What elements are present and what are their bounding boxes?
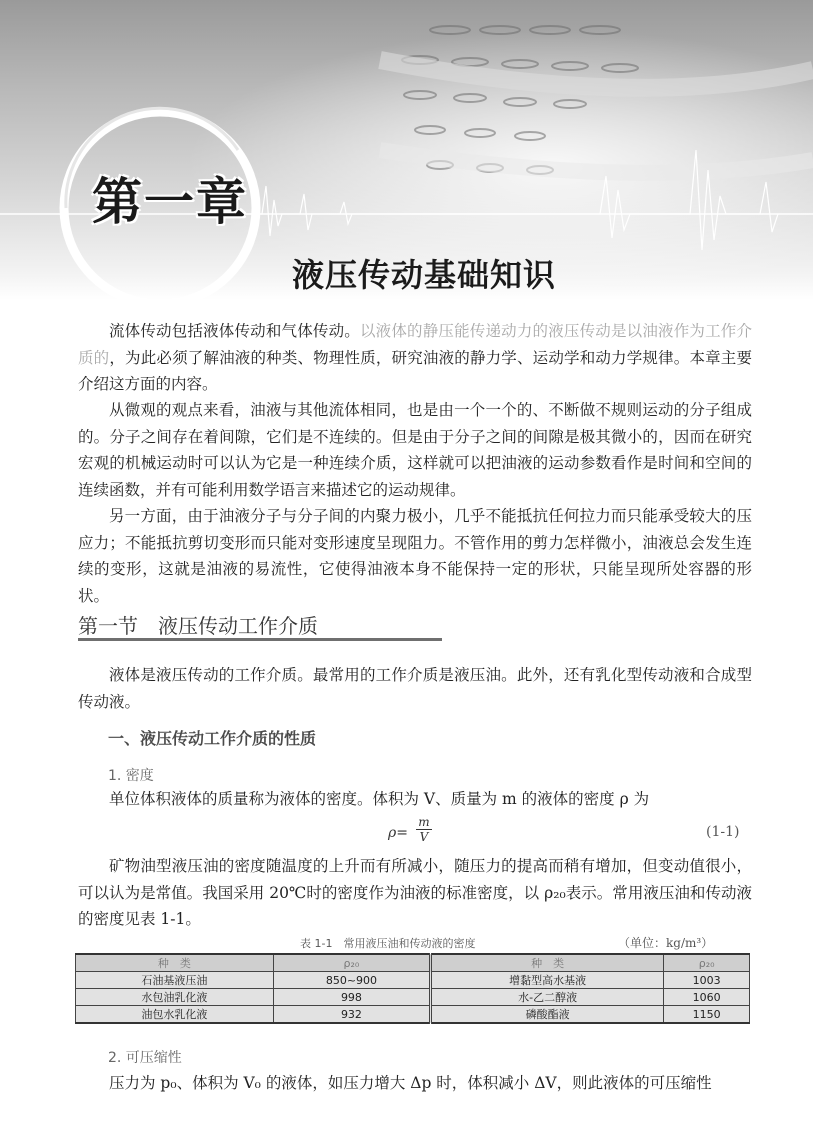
highlighted-text: 以液体的静压能传递动力的液压传动是以油液作为工作介质的 <box>78 322 752 367</box>
table-header-row <box>76 954 750 972</box>
section-underline <box>78 638 442 641</box>
table-header-cell: 种 类 <box>76 954 274 972</box>
density-paragraph-2: 矿物油型液压油的密度随温度的上升而有所减小，随压力的提高而稍有增加，但变动值很小，可以认为是常值。我国采用 20℃时的密度作为油液的标准密度，以 ρ₂₀表示。常用液压油和传动液的密度见表 1-1。 <box>78 857 752 928</box>
table-header-cell: 种 类 <box>431 954 664 972</box>
chapter-title: 液压传动基础知识 <box>292 256 557 294</box>
compressibility-paragraph: 压力为 p₀、体积为 V₀ 的液体，如压力增大 Δp 时，体积减小 ΔV，则此液体的可压缩性 <box>109 1074 712 1092</box>
equation-number: (1-1) <box>706 824 740 840</box>
intro-paragraph-1: 流体传动包括液体传动和气体传动。以液体的静压能传递动力的液压传动是以油液作为工作介质的，为此必须了解油液的种类、物理性质，研究油液的静力学、运动学和动力学规律。本章主要介绍这方面的内容。 <box>78 322 752 393</box>
table-cell: 磷酸酯液 <box>431 1006 664 1024</box>
table-cell: 水包油乳化液 <box>76 989 274 1006</box>
formula-fraction: $\frac{m}{V}$ <box>416 815 432 844</box>
item-title-density: 1. 密度 <box>108 768 154 784</box>
density-table <box>75 953 750 1024</box>
density-definition: 单位体积液体的质量称为液体的密度。体积为 V、质量为 m 的液体的密度 ρ 为 <box>109 790 650 808</box>
table-cell: 1003 <box>664 972 750 989</box>
intro-paragraph-3: 另一方面，由于油液分子与分子间的内聚力极小，几乎不能抵抗任何拉力而只能承受较大的压应力；不能抵抗剪切变形而只能对变形速度呈现阻力。不管作用的剪力怎样微小，油液总会发生连续的变形，这就是油液的易流性，它使得油液本身不能保持一定的形状，只能呈现所处容器的形状。 <box>78 507 752 605</box>
table-row <box>76 1006 750 1024</box>
table-row <box>76 972 750 989</box>
subheading: 一、液压传动工作介质的性质 <box>108 729 317 748</box>
item-title-compressibility: 2. 可压缩性 <box>108 1050 182 1066</box>
table-cell: 增黏型高水基液 <box>431 972 664 989</box>
chapter-number: 第一章 <box>92 173 248 231</box>
table-cell: 850~900 <box>273 972 430 989</box>
table-header-cell: ρ₂₀ <box>664 954 750 972</box>
table-cell: 932 <box>273 1006 430 1024</box>
chapter-header-banner <box>0 0 813 300</box>
table-header-cell: ρ₂₀ <box>273 954 430 972</box>
section-title: 第一节 液压传动工作介质 <box>78 614 318 638</box>
table-cell: 1150 <box>664 1006 750 1024</box>
table-cell: 油包水乳化液 <box>76 1006 274 1024</box>
table-cell: 石油基液压油 <box>76 972 274 989</box>
table-row <box>76 989 750 1006</box>
table-cell: 998 <box>273 989 430 1006</box>
table-cell: 水-乙二醇液 <box>431 989 664 1006</box>
intro-paragraph-2: 从微观的观点来看，油液与其他流体相同，也是由一个一个的、不断做不规则运动的分子组成的。分子之间存在着间隙，它们是不连续的。但是由于分子之间的间隙是极其微小的，因而在研究宏观的机械运动时可以认为它是一种连续介质，这样就可以把油液的运动参数看作是时间和空间的连续函数，并有可能利用数学语言来描述它的运动规律。 <box>78 401 752 499</box>
table-cell: 1060 <box>664 989 750 1006</box>
table-caption: 表 1-1 常用液压油和传动液的密度 <box>300 937 476 950</box>
table-unit: （单位：kg/m³） <box>618 936 714 950</box>
section-paragraph-1: 液体是液压传动的工作介质。最常用的工作介质是液压油。此外，还有乳化型传动液和合成型传动液。 <box>78 666 752 711</box>
